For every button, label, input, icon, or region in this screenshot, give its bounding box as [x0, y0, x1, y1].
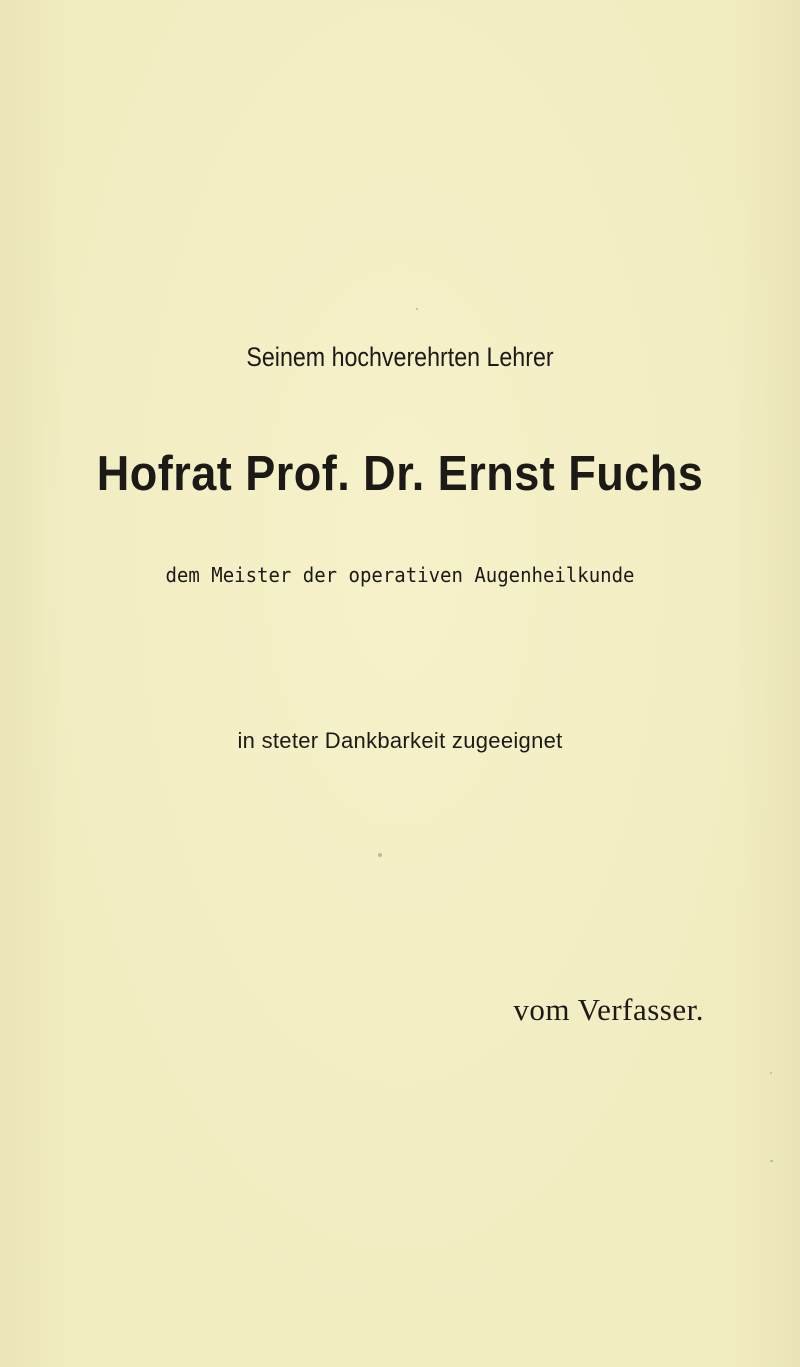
dedication-intro: Seinem hochverehrten Lehrer [246, 342, 554, 372]
gratitude-line: in steter Dankbarkeit zugeeignet [237, 728, 563, 753]
dedicatee-name: Hofrat Prof. Dr. Ernst Fuchs [96, 447, 704, 501]
paper-speck [416, 308, 418, 310]
dedicatee-title: dem Meister der operativen Augenheilkunde [165, 563, 635, 587]
paper-speck [378, 853, 382, 857]
paper-speck [770, 1160, 773, 1162]
paper-speck [770, 1072, 772, 1074]
author-signature: vom Verfasser. [513, 992, 704, 1027]
